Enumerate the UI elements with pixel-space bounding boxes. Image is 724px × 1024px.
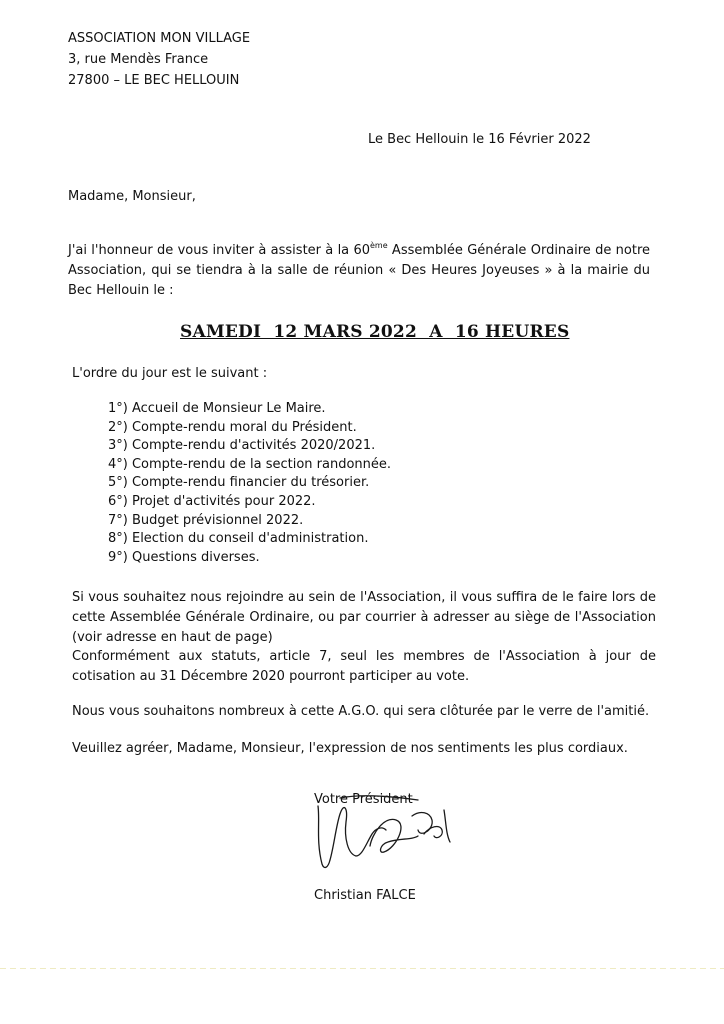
closing-line: Veuillez agréer, Madame, Monsieur, l'expression de nos sentiments les plus cordiaux. [72, 741, 628, 756]
scan-artifact-line [0, 968, 724, 969]
invitation-paragraph [68, 241, 650, 301]
membership-text: Si vous souhaitez nous rejoindre au sein de l'Association, il vous suffira de le faire lors de cette Assemblée Générale Ordinaire, ou par courrier à adresser au siège de l'Association (voir adresse en haut de page) [72, 590, 656, 645]
ordinal-suffix: ème [370, 241, 388, 250]
signature-title: Votre Président [314, 792, 413, 807]
agenda-item: 3°) Compte-rendu d'activités 2020/2021. [108, 438, 376, 454]
agenda-item: 8°) Election du conseil d'administration. [108, 531, 369, 547]
signatory-name: Christian FALCE [314, 888, 416, 903]
agenda-item: 9°) Questions diverses. [108, 549, 260, 565]
intro-after-ordinal: Assemblée Générale Ordinaire de notre Association, qui se tiendra à la salle de réunion « Des Heures Joyeuses » à la mairie du Bec Hellouin le : [68, 243, 650, 298]
sender-address [68, 28, 250, 91]
agenda-title: L'ordre du jour est le suivant : [72, 366, 268, 381]
agenda-item: 1°) Accueil de Monsieur Le Maire. [108, 401, 326, 416]
meeting-date-heading: SAMEDI 12 MARS 2022 A 16 HEURES [180, 322, 570, 342]
agenda-item: 5°) Compte-rendu financier du trésorier. [108, 475, 370, 491]
sender-name: ASSOCIATION MON VILLAGE [68, 31, 251, 46]
handwritten-signature [300, 786, 470, 886]
agenda-list [108, 400, 391, 567]
wish-line: Nous vous souhaitons nombreux à cette A.G.O. qui sera clôturée par le verre de l'amitié. [72, 704, 650, 719]
agenda-item: 4°) Compte-rendu de la section randonnée. [108, 456, 392, 472]
statutes-text: Conformément aux statuts, article 7, seul les membres de l'Association à jour de cotisation au 31 Décembre 2020 pourront participer au vote. [72, 649, 656, 685]
intro-before-ordinal: J'ai l'honneur de vous inviter à assister à la 60 [68, 243, 370, 258]
date-line: Le Bec Hellouin le 16 Février 2022 [368, 132, 591, 147]
membership-paragraph [72, 588, 656, 687]
sender-street: 3, rue Mendès France [68, 52, 209, 67]
agenda-item: 6°) Projet d'activités pour 2022. [108, 493, 316, 509]
agenda-item: 7°) Budget prévisionnel 2022. [108, 512, 304, 528]
sender-city: 27800 – LE BEC HELLOUIN [68, 73, 240, 88]
salutation: Madame, Monsieur, [68, 189, 196, 204]
agenda-item: 2°) Compte-rendu moral du Président. [108, 419, 357, 435]
